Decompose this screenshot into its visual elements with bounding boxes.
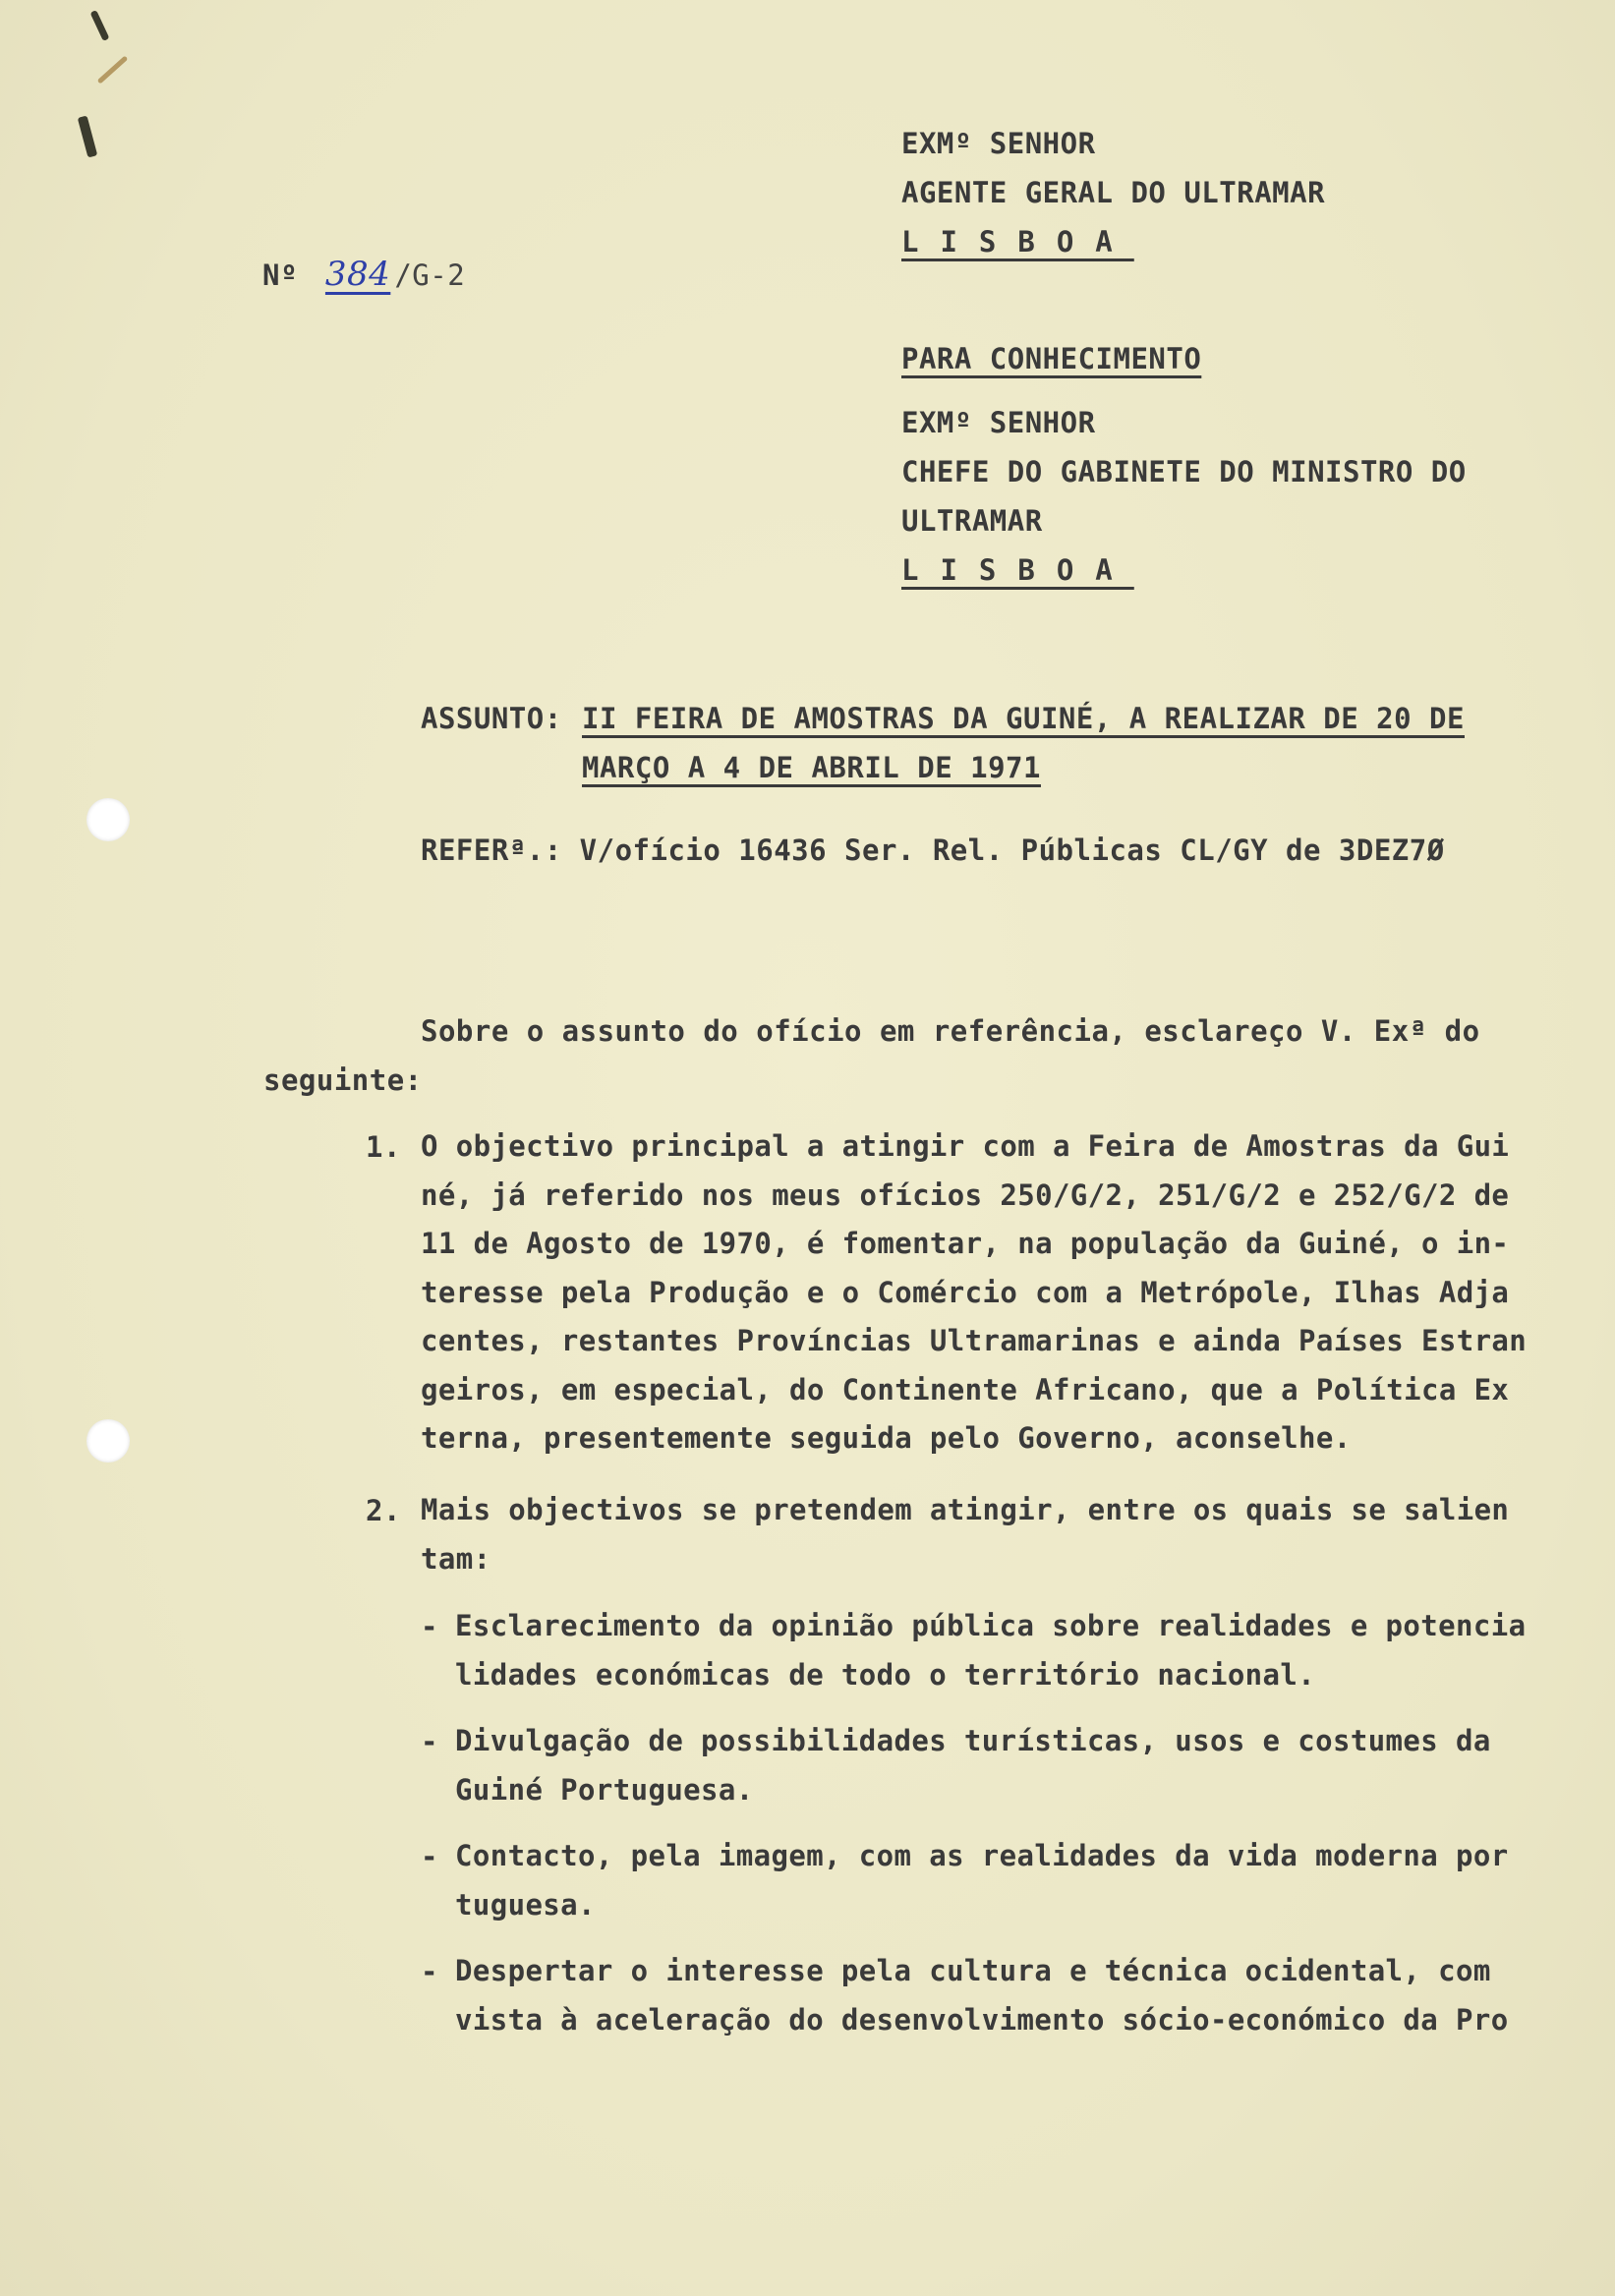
bullet-dash: - [421,1840,438,1873]
point-1-paragraph [421,1122,1527,1464]
bullet-line: lidades económicas de todo o território nacional. [455,1657,1316,1692]
punch-hole [87,798,130,841]
cc-heading: PARA CONHECIMENTO [901,342,1202,375]
point-1-line: centes, restantes Províncias Ultramarinas e ainda Países Estran [421,1324,1528,1357]
bullet-line: Esclarecimento da opinião pública sobre realidades e potencia [455,1609,1527,1642]
point-1-line: geiros, em especial, do Continente Africano, que a Política Ex [421,1372,1510,1406]
bullet-dash: - [421,1955,438,1988]
point-2-number: 2. [366,1494,401,1527]
cc-line2: CHEFE DO GABINETE DO MINISTRO DO [901,455,1467,488]
subject-line2: MARÇO A 4 DE ABRIL DE 1971 [582,751,1041,784]
point-1-line: O objectivo principal a atingir com a Feira de Amostras da Gui [421,1129,1510,1163]
bullet-line: tuguesa. [455,1887,596,1922]
point-2-line: tam: [421,1541,491,1576]
staple-mark [97,55,129,84]
reference-number [262,250,465,300]
bullet-line: Contacto, pela imagem, com as realidades da vida moderna por [455,1839,1509,1872]
staple-mark [78,115,98,157]
reference-number-prefix: Nº [262,258,298,292]
recipient-1-line1: EXMº SENHOR [901,127,1096,160]
reference-line [421,826,1445,875]
bullet-line: vista à aceleração do desenvolvimento sócio-económico da Pro [455,2002,1509,2037]
intro-line2: seguinte: [263,1063,423,1097]
punch-hole [87,1419,130,1463]
point-2-paragraph [421,1486,1509,1583]
cc-city: LISBOA [901,553,1134,587]
bullet-line: Guiné Portuguesa. [455,1772,754,1807]
recipient-1-line2: AGENTE GERAL DO ULTRAMAR [901,176,1326,209]
cc-line3: ULTRAMAR [901,504,1043,538]
point-1-line: terna, presentemente seguida pelo Governo, aconselhe. [421,1421,1352,1455]
subject-label: ASSUNTO: [421,702,562,735]
recipient-1-city: LISBOA [901,225,1134,258]
reference-text: V/ofício 16436 Ser. Rel. Públicas CL/GY de 3DEZ7Ø [579,833,1445,867]
intro-line1: Sobre o assunto do ofício em referência, esclareço V. Exª do [421,1014,1480,1048]
reference-label: REFERª.: [421,833,562,867]
bullet-dash: - [421,1610,438,1643]
bullet-item [455,1832,1509,1929]
bullet-item [455,1947,1509,2044]
bullet-item [455,1602,1526,1699]
point-1-number: 1. [366,1130,401,1164]
point-1-line: né, já referido nos meus ofícios 250/G/2, 251/G/2 e 252/G/2 de [421,1177,1510,1212]
cc-block [901,334,1467,595]
bullet-item [455,1717,1491,1814]
bullet-dash: - [421,1725,438,1758]
cc-line1: EXMº SENHOR [901,406,1096,439]
point-2-line: Mais objectivos se pretendem atingir, entre os quais se salien [421,1493,1510,1526]
subject-text [582,694,1465,792]
bullet-line: Divulgação de possibilidades turísticas, usos e costumes da [455,1724,1491,1757]
staple-mark [90,10,110,41]
bullet-line: Despertar o interesse pela cultura e técnica ocidental, com [455,1954,1491,1987]
recipient-1-block [901,119,1325,266]
subject-line1: II FEIRA DE AMOSTRAS DA GUINÉ, A REALIZAR DE 20 DE [582,702,1465,735]
reference-number-handwritten: 384 [324,255,391,294]
point-1-line: teresse pela Produção e o Comércio com a Metrópole, Ilhas Adja [421,1275,1510,1309]
point-1-line: 11 de Agosto de 1970, é fomentar, na população da Guiné, o in- [421,1227,1510,1260]
reference-number-suffix: /G-2 [394,258,466,292]
